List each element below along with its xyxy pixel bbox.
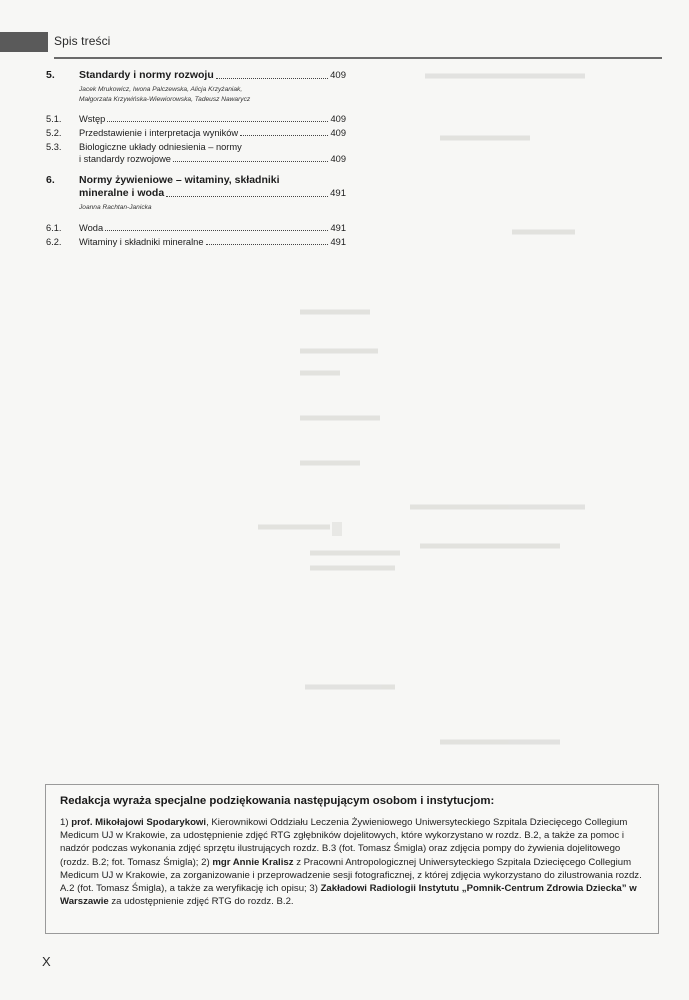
toc-title: Standardy i normy rozwoju xyxy=(79,69,214,81)
ack-text-2: z Pracowni Antropologicznej Uniwersyteckiego Szpitala Dziecięcego Collegium Medicum UJ w Krakowie, za zorganizowanie i przeprowadzenie sesji fotograficznej, z której zdjęcia wykorzystano do zilustrowania rozdz. A.2 (fot. Tomasz Śmigla), a także za weryfikację ich opisu; 3) xyxy=(60,856,642,895)
dot-leader xyxy=(216,78,328,79)
toc-number: 5.3. xyxy=(46,142,62,152)
toc-title: Przedstawienie i interpretacja wyników xyxy=(79,128,239,138)
header-marker-block xyxy=(0,32,48,52)
ack-name-2: mgr Annie Kralisz xyxy=(212,856,294,868)
toc-title-line1: Biologiczne układy odniesienia – normy xyxy=(79,142,242,152)
toc-page: 409 xyxy=(330,114,346,124)
toc-number: 6.1. xyxy=(46,223,62,233)
authors-line: Joanna Rachtan-Janicka xyxy=(79,204,152,211)
toc-chapter-6 xyxy=(46,174,346,200)
toc-number: 5.2. xyxy=(46,128,62,138)
authors-line: Małgorzata Krzywińska-Wiewiorowska, Tadeusz Nawarycz xyxy=(79,96,251,103)
toc-title: Witaminy i składniki mineralne xyxy=(79,237,204,247)
dot-leader xyxy=(173,161,329,162)
dot-leader xyxy=(107,121,328,122)
toc-page: 491 xyxy=(330,188,346,199)
ack-prefix: 1) xyxy=(60,817,72,828)
toc-number: 5.1. xyxy=(46,114,62,124)
acknowledgements-text xyxy=(60,816,644,908)
ack-name-1: prof. Mikołajowi Spodarykowi xyxy=(71,817,207,828)
toc-title-line2: i standardy rozwojowe xyxy=(79,154,171,164)
toc-title-line2: mineralne i woda xyxy=(79,187,165,199)
dot-leader xyxy=(166,196,328,197)
authors-line: Jacek Mrukowicz, Iwona Palczewska, Alicja Krzyżaniak, xyxy=(79,86,243,93)
toc-page: 409 xyxy=(330,154,346,164)
toc-chapter-5 xyxy=(46,69,346,82)
toc-section-5-1 xyxy=(46,113,346,125)
toc-page: 491 xyxy=(330,237,346,247)
dot-leader xyxy=(206,244,329,245)
toc-title: Woda xyxy=(79,223,104,233)
section-title: Spis treści xyxy=(54,34,111,48)
ack-text-1: , Kierownikowi Oddziału Leczenia Żywieniowego Uniwersyteckiego Szpitala Dziecięcego Collegium Medicum UJ w Krakowie, za udostępnienie zdjęć RTG zgłębników dojelitowych, które wykorzystano w rozdz. B.2, a także za pomoc i nadzór podczas wykonania zdjęć sprzętu ilustrujących rozdz. B.3 (fot. Tomasz Śmigla) oraz zdjęcia pompy do żywienia dojelitowego (rozdz. B.2; fot. Tomasz Śmigla); 2) xyxy=(60,817,628,868)
toc-section-6-1 xyxy=(46,222,346,234)
chapter-authors xyxy=(79,203,346,213)
toc-page: 491 xyxy=(330,223,346,233)
toc-number: 6. xyxy=(46,174,55,186)
chapter-authors xyxy=(79,85,346,105)
toc-section-6-2 xyxy=(46,236,346,248)
toc-title-line1: Normy żywieniowe – witaminy, składniki xyxy=(79,174,280,186)
toc-page: 409 xyxy=(330,128,346,138)
dot-leader xyxy=(105,230,328,231)
toc-number: 6.2. xyxy=(46,237,62,247)
page-number: X xyxy=(42,954,51,969)
toc-page: 409 xyxy=(330,70,346,81)
ack-name-3: Zakładowi Radiologii Instytutu „Pomnik-Centrum Zdrowia Dziecka” w Warszawie xyxy=(60,883,637,908)
toc-section-5-3 xyxy=(46,141,346,165)
ack-text-3: za udostępnienie zdjęć RTG do rozdz. B.2. xyxy=(108,896,294,908)
toc-section-5-2 xyxy=(46,127,346,139)
header-rule xyxy=(54,57,662,59)
acknowledgements-heading: Redakcja wyraża specjalne podziękowania następującym osobom i instytucjom: xyxy=(60,795,495,807)
table-of-contents xyxy=(46,69,346,248)
dot-leader xyxy=(240,135,328,136)
acknowledgements-box xyxy=(45,784,659,934)
toc-title: Wstęp xyxy=(79,114,106,124)
toc-number: 5. xyxy=(46,69,55,81)
